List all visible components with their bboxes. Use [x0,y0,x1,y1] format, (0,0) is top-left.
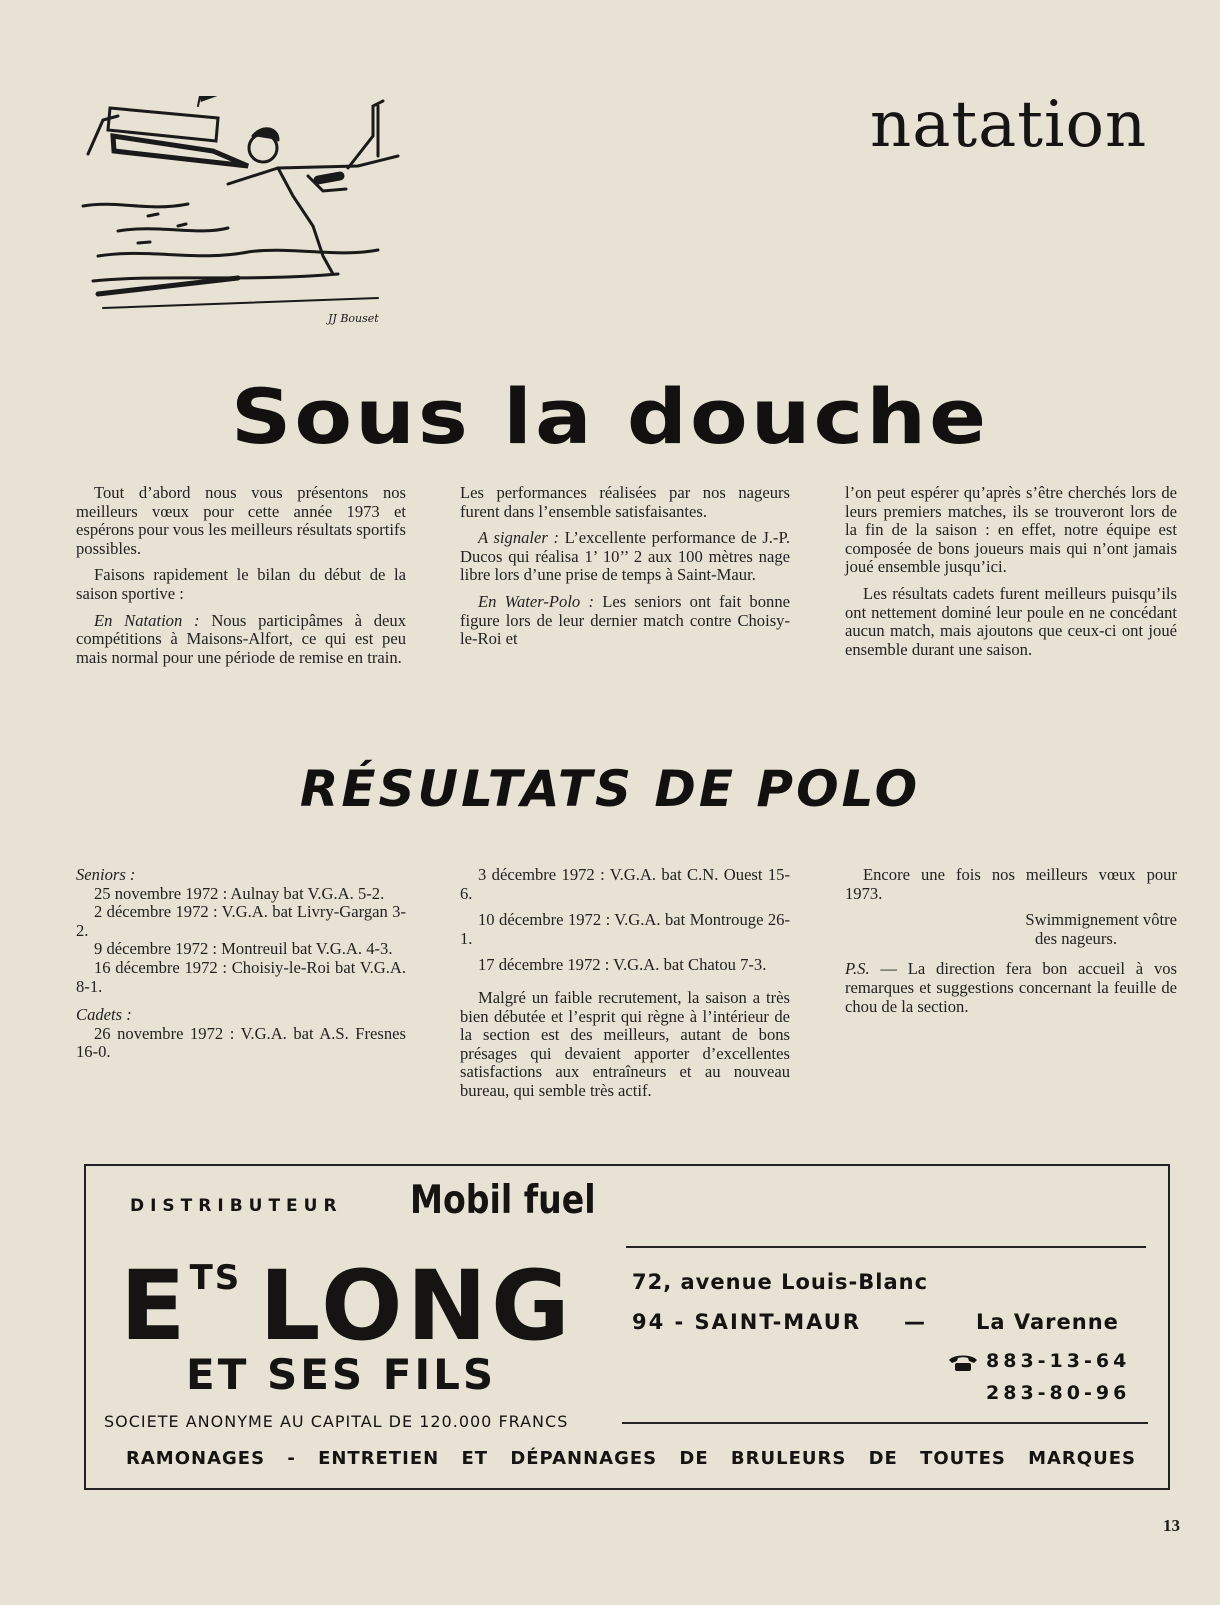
paragraph: Les résultats cadets furent meilleurs puisqu’ils ont nettement dominé leur poule en ne concédant aucun match, mais ajoutons que ceux-ci ont joué ensemble durant une saison. [845,583,1177,659]
paragraph: Tout d’abord nous vous présentons nos meilleurs vœux pour cette année 1973 et espérons pour vous les meilleurs résultats sportifs possibles. [76,483,406,558]
paragraph: l’on peut espérer qu’après s’être cherchés lors de leurs premiers matches, ils se trouveront lors de la fin de la saison : en effet, notre équipe est composée de bons joueurs mais qui n’ont jamais joué ensemble jusqu’ici. [845,483,1177,577]
polo-results-heading: RÉSULTATS DE POLO [299,760,921,818]
paragraph [460,529,790,585]
ad-company-name [120,1228,574,1362]
result-line: 3 décembre 1972 : V.G.A. bat C.N. Ouest 15-6. [460,865,790,903]
advertisement-box [84,1164,1170,1490]
ad-company-prefix: E [120,1250,190,1362]
ad-services-line [126,1448,1136,1469]
ad-divider [626,1246,1146,1248]
ad-service-word: - [287,1448,296,1469]
seniors-label: Seniors : [76,865,136,884]
ad-service-word: DÉPANNAGES [510,1448,658,1469]
ad-divider [622,1422,1148,1424]
result-line: 26 novembre 1972 : V.G.A. bat A.S. Fresnes 16-0. [76,1023,406,1062]
paragraph-text: Nous participâmes à deux compétitions à Maisons-Alfort, ce qui est peu mais normal pour une période de remise en train. [76,610,407,667]
section-title: natation [870,88,1148,162]
postscript [845,960,1177,1016]
ad-company-suffix: ET SES FILS [186,1350,497,1399]
article-headline: Sous la douche [230,372,990,462]
paragraph: Faisons rapidement le bilan du début de la saison sportive : [76,565,406,603]
telephone-icon [946,1354,980,1372]
paragraph: Les performances réalisées par nos nageurs furent dans l’ensemble satisfaisantes. [460,483,790,521]
ad-service-word: TOUTES [920,1448,1006,1469]
ad-service-word: BRULEURS [730,1448,847,1469]
ad-address-line: 72, avenue Louis-Blanc [632,1270,929,1294]
ad-service-word: ET [461,1448,489,1469]
paragraph-label: En Natation : [94,610,200,630]
ad-capital-statement: SOCIETE ANONYME AU CAPITAL DE 120.000 FRANCS [104,1412,569,1431]
paragraph: Encore une fois nos meilleurs vœux pour 1973. [845,865,1177,903]
result-line: 9 décembre 1972 : Montreuil bat V.G.A. 4-3. [94,939,393,959]
swimmer-cartoon-illustration [78,96,408,336]
result-line: 10 décembre 1972 : V.G.A. bat Montrouge 26-1. [460,910,790,948]
article-column-3 [845,484,1177,667]
paragraph: Malgré un faible recrutement, la saison a très bien débutée et l’esprit qui règne à l’intérieur de la section est des meilleurs, autant de bons présages qui devaient apporter d’excellentes satisfactions aux entraîneurs et au nouveau bureau, qui semble très actif. [460,987,790,1100]
ad-address-city: 94 - SAINT-MAUR [632,1310,862,1334]
ad-address-district: La Varenne [976,1310,1119,1334]
ad-distributor-label: DISTRIBUTEUR [130,1196,343,1216]
result-line: 16 décembre 1972 : Choisiy-le-Roi bat V.G.A. 8-1. [76,957,406,996]
polo-column-3 [845,866,1177,1024]
polo-column-1 [76,866,406,1070]
paragraph [76,612,406,668]
article-column-1 [76,484,406,675]
result-line: 17 décembre 1972 : V.G.A. bat Chatou 7-3. [478,955,767,975]
postscript-label: P.S. [845,959,870,979]
sign-off-line: Swimmignement vôtre [1025,910,1177,930]
cadets-label: Cadets : [76,1005,132,1025]
ad-address-dash: — [904,1310,925,1334]
ad-service-word: DE [679,1448,709,1469]
ad-phone-1: 883-13-64 [986,1350,1131,1372]
paragraph-text: Les seniors ont fait bonne figure lors de leur dernier match contre Choisy-le-Roi et [460,591,790,649]
page-number: 13 [1163,1516,1180,1535]
ad-company-superscript: TS [189,1258,242,1298]
ad-company-main: LONG [259,1250,574,1362]
sign-off-line: des nageurs. [1034,928,1117,948]
ad-brand: Mobil fuel [410,1178,596,1223]
paragraph [460,593,790,649]
artist-signature: JJ Bouset [328,312,379,325]
ad-service-word: RAMONAGES [126,1448,266,1469]
ad-service-word: MARQUES [1028,1448,1136,1469]
result-line: 25 novembre 1972 : Aulnay bat V.G.A. 5-2. [94,883,385,903]
paragraph-text: L’excellente performance de J.-P. Ducos qui réalisa 1’ 10’’ 2 aux 100 mètres nage libre lors d’une prise de temps à Saint-Maur. [460,528,790,585]
paragraph-label: A signaler : [478,528,559,548]
ad-phone-2: 283-80-96 [986,1382,1131,1404]
ad-service-word: DE [868,1448,898,1469]
result-line: 2 décembre 1972 : V.G.A. bat Livry-Gargan 3-2. [76,902,406,940]
paragraph-label: En Water-Polo : [478,591,594,611]
polo-column-2 [460,866,790,1109]
article-column-2 [460,484,790,657]
postscript-text: — La direction fera bon accueil à vos remarques et suggestions concernant la feuille de chou de la section. [845,959,1177,1016]
ad-service-word: ENTRETIEN [318,1448,440,1469]
